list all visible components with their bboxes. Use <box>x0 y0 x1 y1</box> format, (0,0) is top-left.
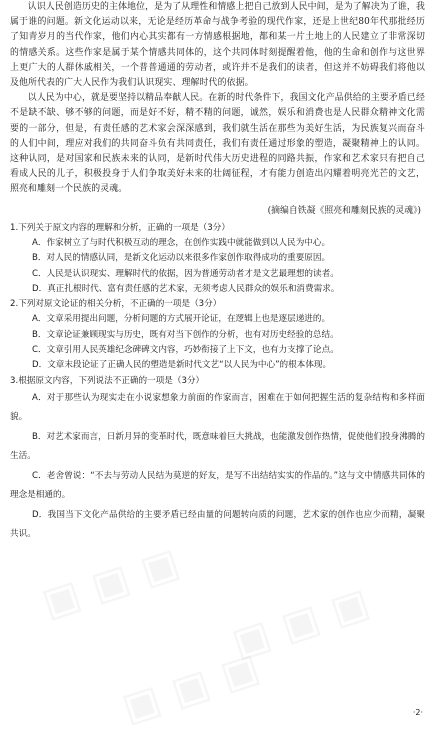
option-a: A．文章采用提出问题，分析问题的方式展开论证，在逻辑上也是逐层递进的。 <box>32 314 331 325</box>
option-d: D．真正扎根时代、富有责任感的艺术家，无须考虑人民群众的娱乐和消费需求。 <box>32 283 340 294</box>
question-2 <box>10 297 425 373</box>
passage-paragraph-2: 以人民为中心，就是要坚持以精品奉献人民。在新的时代条件下，我国文化产品供给的主要矛盾已经不是缺不缺、够不够的问题，而是好不好，精不精的问题，诚然，娱乐和消费也是人民群众精神文化需要的一部分，但是，有责任感的艺术家会深深感到，我们就生活在那些为美好生活，为民族复兴而奋斗的人们中间，理应对我们的共同奋斗负有共同责任，我们有责任通过形象的塑造，凝聚精神上的认同。这种认同，是对国家和民族未来的认同，是新时代伟大历史进程的同路共振，作家和艺术家只有把自己看成人民的儿子，积极投身于人们争取美好未来的壮阔征程，才有能力创造出闪耀着明亮光芒的文艺，照亮和雕刻一个民族的灵魂。 <box>10 93 425 195</box>
option-d: D．我国当下文化产品供给的主要矛盾已经由量的问题转向质的问题，艺术家的创作也应少而精，凝聚共识。 <box>10 509 425 540</box>
question-stem: 2.下列对原文论证的相关分析，不正确的一项是（3分） <box>10 299 222 310</box>
option-b: B．对艺术家而言，日新月异的变革时代，既意味着巨大挑战，也能激发创作热情，促使他们投身沸腾的生活。 <box>10 431 425 462</box>
option-a: A．作家树立了与时代积极互动的理念，在创作实践中就能做到以人民为中心。 <box>32 237 331 248</box>
option-d: D．文章末段论证了正确人民的塑造是新时代文艺“以人民为中心”的根本体现。 <box>32 360 332 371</box>
watermark-logo: ▣ ▣ ▣ <box>226 579 375 667</box>
question-stem: 1.下列关于原文内容的理解和分析，正确的一项是（3分） <box>10 222 230 233</box>
option-c: C．人民是认识现实、理解时代的依据，因为普通劳动者才是文艺最理想的读者。 <box>32 268 339 279</box>
option-b: B．对人民的情感认同，是新文化运动以来很多作家创作取得成功的重要原因。 <box>32 253 331 264</box>
option-b: B．文章论证兼顾现实与历史，既有对当下创作的分析，也有对历史经验的总结。 <box>32 329 339 340</box>
watermark-logo: ▣ ▣ ▣ <box>36 539 185 627</box>
reading-passage <box>10 0 425 219</box>
option-a: A．对于那些认为现实走在小说家想象力前面的作家而言，困难在于如何把握生活的复杂结构和多样面貌。 <box>10 392 425 423</box>
option-c: C．文章引用人民英雄纪念碑碑文内容，巧妙衔接了上下文，也有力支撑了论点。 <box>32 345 339 356</box>
question-1 <box>10 221 425 297</box>
option-c: C．老舍曾说：“不去与劳动人民结为莫逆的好友，是写不出结结实实的作品的。”这与文中情感共同体的理念是相通的。 <box>10 470 425 501</box>
watermark-logo: ▣ ▣ ▣ <box>116 644 265 732</box>
question-3 <box>10 374 425 545</box>
question-stem: 3.根据原文内容，下列说法不正确的一项是（3分） <box>10 375 205 386</box>
page-number: ·2· <box>412 708 423 717</box>
passage-source: (摘编自铁凝《照亮和雕刻民族的灵魂》) <box>267 205 421 216</box>
passage-paragraph-1: 认识人民创造历史的主体地位，是为了从理性和情感上把自己放到人民中间，是为了解决为了谁，我属于谁的问题。新文化运动以来，无论是经历革命与战争考验的现代作家，还是上世纪80年代那批经历了知青岁月的当代作家，他们内心其实都有一方情感根据地，都和某一片土地上的人民建立了非常深切的情感关系。这些作家是属于某个情感共同体的，这个共同体时刻提醒着他，他的生命和创作与这世界上更广大的人群休戚相关，一个普普通通的劳动者，或许并不是我们的读者，但这并不妨碍我们将他以及他所代表的广大人民作为我们认识现实、理解时代的依据。 <box>10 2 425 89</box>
